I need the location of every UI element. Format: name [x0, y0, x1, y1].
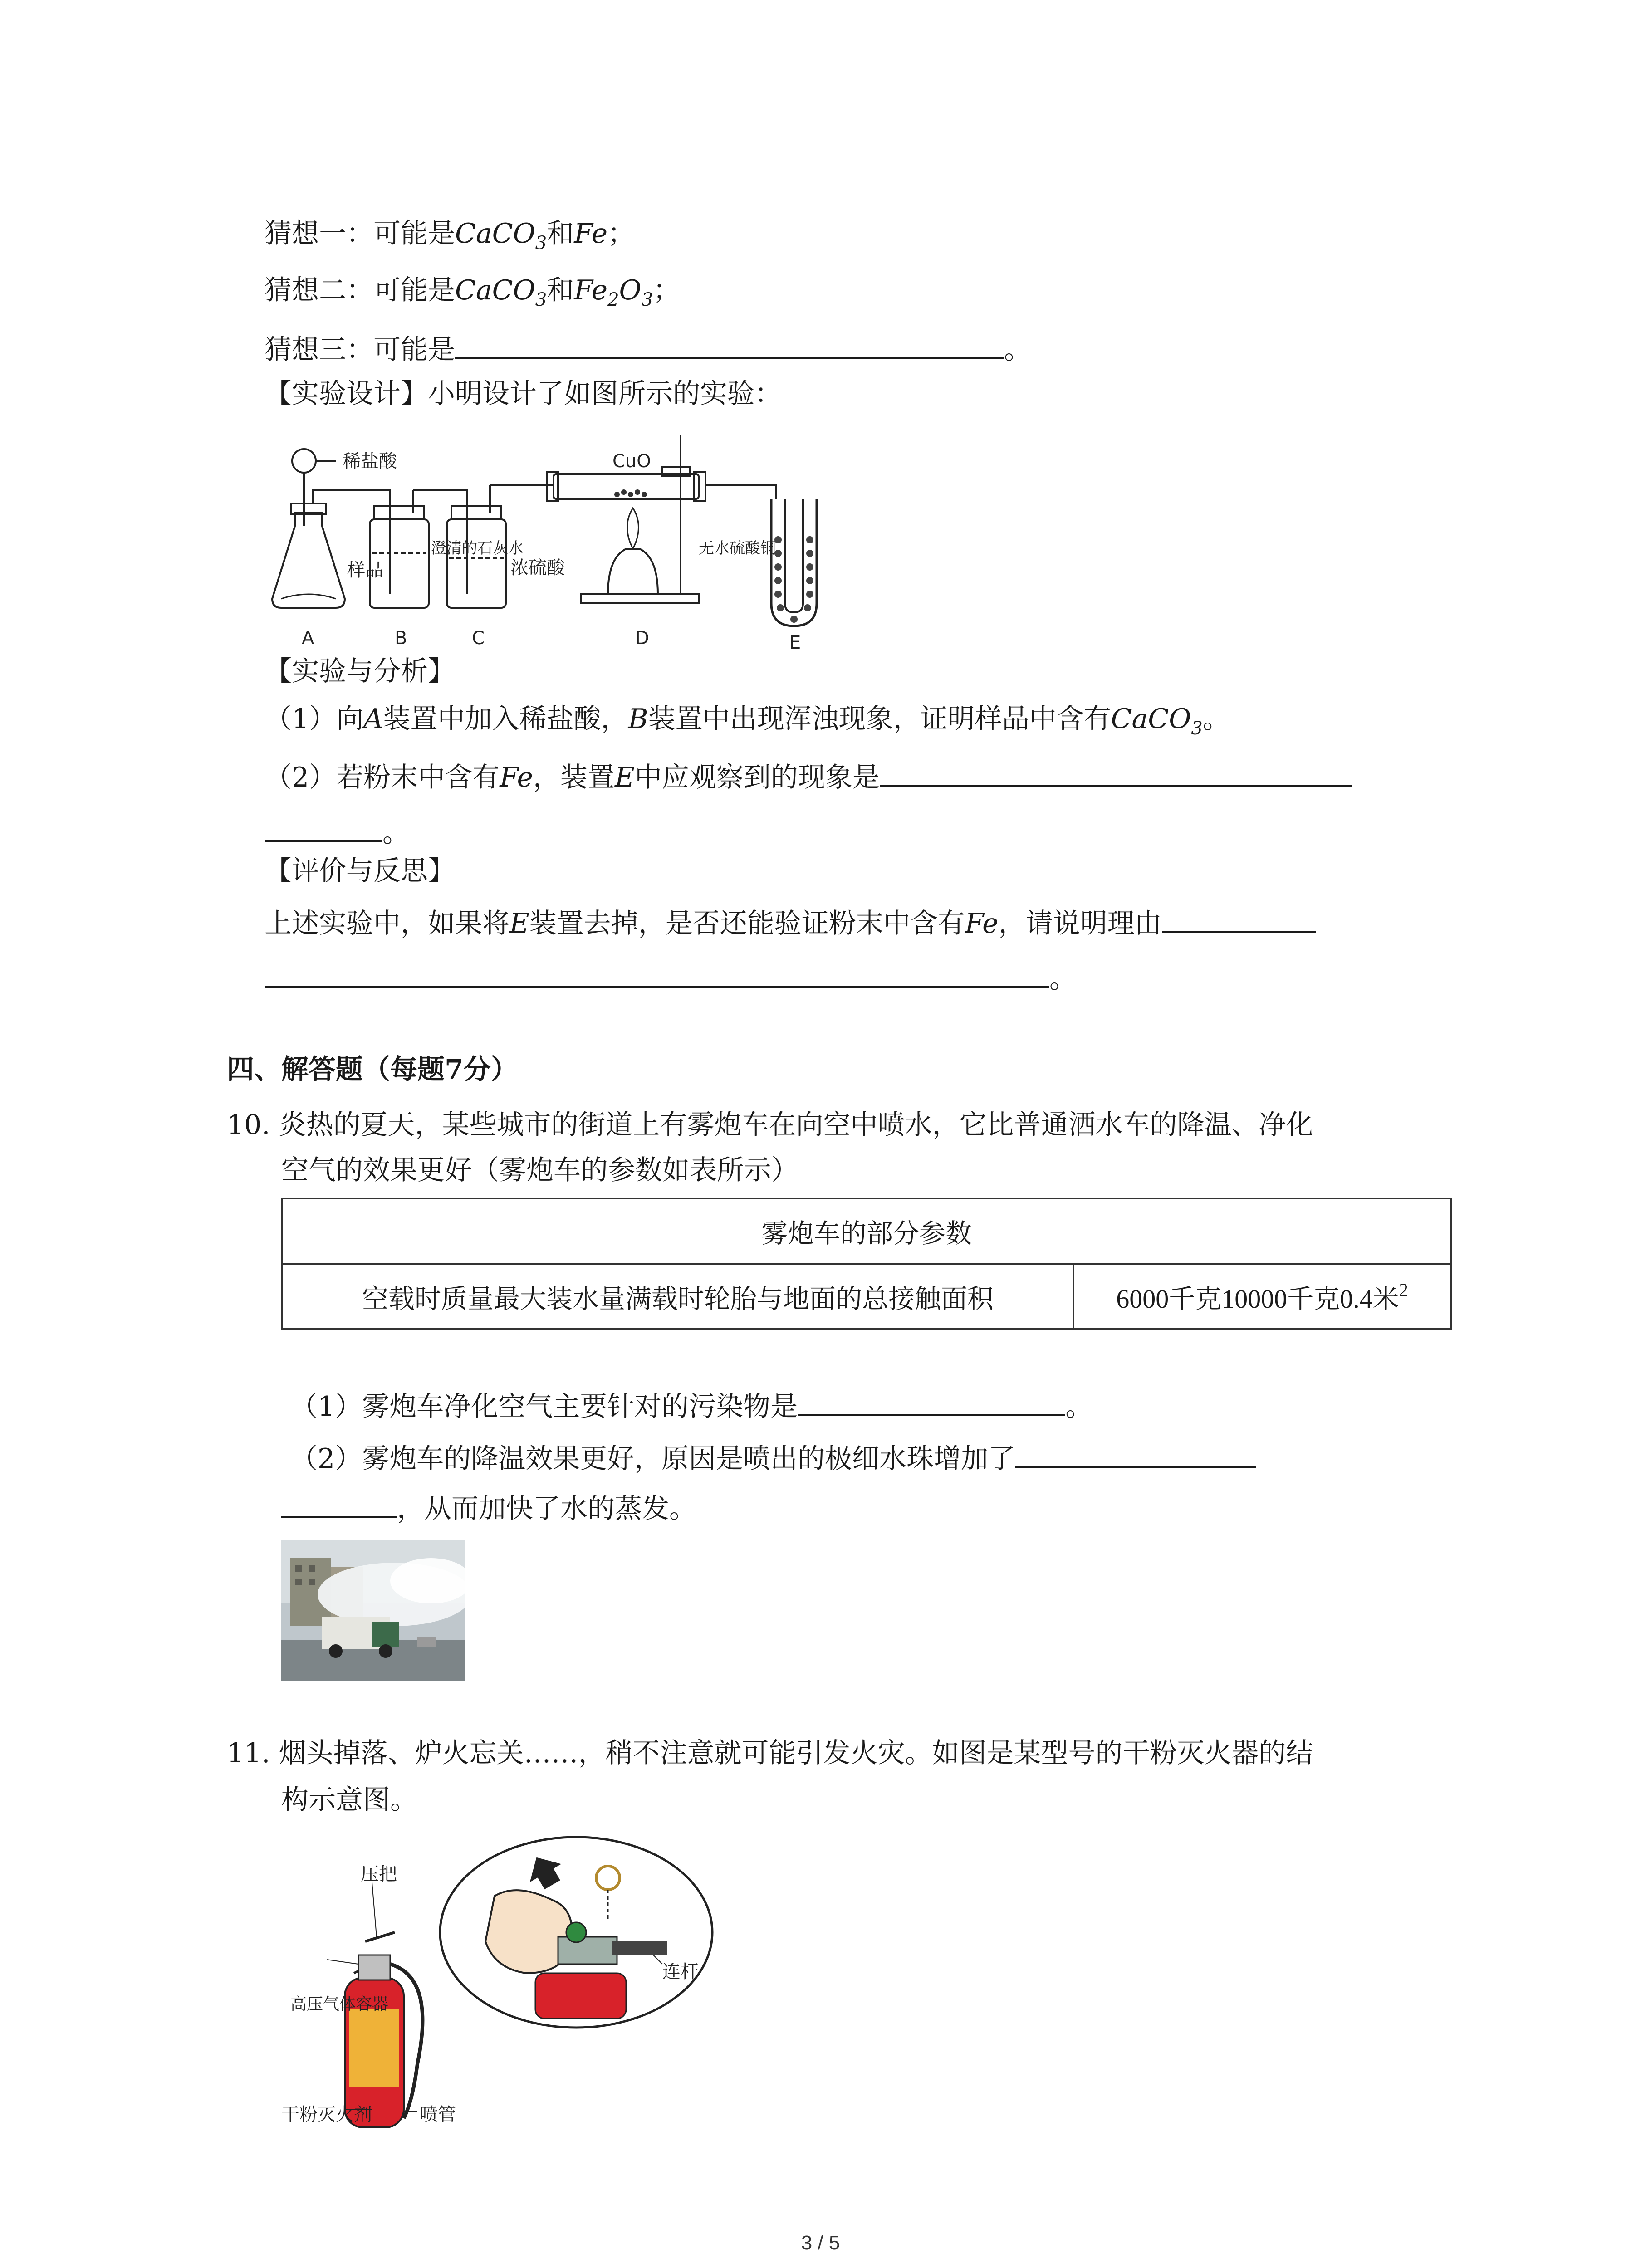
- stopper-c: [451, 506, 501, 519]
- table-header: 雾炮车的部分参数: [282, 1198, 1451, 1264]
- h1-join: 和: [547, 218, 574, 249]
- apparatus-figure: [263, 422, 876, 658]
- formula-fe2o3: $Fe_2O_3$: [574, 274, 653, 310]
- h3-prefix: 猜想三：可能是: [265, 334, 455, 366]
- hypothesis-3: [265, 329, 1031, 368]
- hypothesis-2: [265, 272, 680, 318]
- formula-fe: Fe: [965, 908, 999, 939]
- label-rod: 连杆: [662, 1961, 699, 1982]
- answer-blank[interactable]: [1162, 903, 1316, 933]
- label-limewater: 澄清的石灰水: [431, 539, 524, 557]
- label-powder: 干粉灭火剂: [281, 2104, 372, 2125]
- h2-end: ；: [653, 274, 681, 306]
- q11-line2: 构示意图。: [281, 1784, 417, 1816]
- section-title: 四、解答题（每题7分）: [227, 1054, 518, 1085]
- answer-blank[interactable]: [281, 1488, 397, 1518]
- answer-blank[interactable]: [1015, 1438, 1256, 1468]
- q10-sub1: （1）雾炮车净化空气主要针对的污染物是 。: [290, 1386, 1092, 1425]
- q10-sub2-cont: ，从而加快了水的蒸发。: [281, 1488, 696, 1527]
- formula-fe: Fe: [500, 762, 534, 793]
- label-b: B: [395, 628, 407, 649]
- q10-line2: 空气的效果更好（雾炮车的参数如表所示）: [281, 1154, 798, 1186]
- analysis-heading: 【实验与分析】: [265, 655, 455, 687]
- answer-blank[interactable]: [265, 958, 1049, 988]
- label-a: A: [302, 628, 314, 649]
- connecting-rod: [612, 1941, 667, 1955]
- question-number: 10.: [227, 1109, 270, 1141]
- q10-line1: 10. 炎热的夏天，某些城市的街道上有雾炮车在向空中喷水，它比普通洒水车的降温、净化: [227, 1109, 1313, 1141]
- device-a: A: [363, 703, 383, 735]
- funnel-bulb: [292, 449, 316, 473]
- h1-prefix: 猜想一：可能是: [265, 218, 455, 249]
- q10-sub2: （2）雾炮车的降温效果更好，原因是喷出的极细水珠增加了: [290, 1438, 1256, 1477]
- formula-caco3: CaCO$_3$: [455, 274, 547, 310]
- label-sample: 样品: [347, 560, 383, 581]
- alcohol-lamp: [608, 549, 658, 594]
- press-handle: [365, 1932, 395, 1941]
- combustion-tube: [554, 474, 699, 499]
- answer-blank[interactable]: [880, 757, 1352, 787]
- answer-blank[interactable]: [455, 329, 1004, 359]
- analysis-q2-cont: 。: [265, 812, 410, 851]
- hypothesis-1: [265, 215, 635, 261]
- formula-caco3: CaCO$_3$: [1111, 703, 1203, 739]
- label-gas-container: 高压气体容器: [290, 1995, 389, 2014]
- analysis-q2: （2）若粉末中含有Fe，装置E中应观察到的现象是: [265, 757, 1352, 796]
- device-e: E: [509, 908, 529, 939]
- formula-caco3: CaCO$_3$: [455, 218, 547, 254]
- table-cell-left: 空载时质量最大装水量满载时轮胎与地面的总接触面积: [282, 1264, 1073, 1329]
- stopper-b: [374, 506, 424, 519]
- label-d: D: [635, 628, 649, 649]
- page-number: 3 / 5: [801, 2232, 840, 2254]
- h2-join: 和: [547, 274, 574, 306]
- table-cell-right: 6000千克10000千克0.4米$^2$: [1073, 1264, 1451, 1329]
- h1-end: ；: [607, 218, 635, 249]
- q11-line1: 11. 烟头掉落、炉火忘关……，稍不注意就可能引发火灾。如图是某型号的干粉灭火器的结: [227, 1737, 1313, 1769]
- design-heading: 【实验设计】小明设计了如图所示的实验：: [265, 378, 782, 410]
- extinguisher-figure: [281, 1828, 735, 2155]
- formula-fe: Fe: [574, 218, 608, 249]
- reflection-text: 上述实验中，如果将E装置去掉，是否还能验证粉末中含有Fe，请说明理由: [265, 903, 1316, 942]
- reflection-cont: 。: [265, 958, 1077, 997]
- answer-blank[interactable]: [265, 812, 382, 842]
- label-e: E: [789, 632, 801, 653]
- bottle-c: [447, 519, 506, 608]
- analysis-q1: （1）向A装置中加入稀盐酸，B装置中出现浑浊现象，证明样品中含有CaCO$_3$。: [265, 703, 1230, 739]
- label-cuso4: 无水硫酸铜: [699, 539, 776, 557]
- answer-blank[interactable]: [798, 1386, 1065, 1416]
- label-c: C: [472, 628, 485, 649]
- h2-prefix: 猜想二：可能是: [265, 274, 455, 306]
- reflection-heading: 【评价与反思】: [265, 855, 455, 887]
- label-acid: 稀盐酸: [343, 451, 397, 472]
- h3-end: 。: [1004, 334, 1031, 366]
- question-number: 11.: [227, 1737, 270, 1769]
- label-nozzle: 喷管: [420, 2104, 456, 2125]
- stand-base: [581, 594, 699, 603]
- label-conc-acid: 浓硫酸: [510, 557, 565, 578]
- label-press-handle: 压把: [361, 1864, 397, 1885]
- device-b: B: [628, 703, 648, 735]
- device-e: E: [615, 762, 635, 793]
- fog-cannon-photo: [281, 1540, 465, 1681]
- label-cuo: CuO: [612, 451, 651, 472]
- parameter-table: [281, 1198, 1452, 1330]
